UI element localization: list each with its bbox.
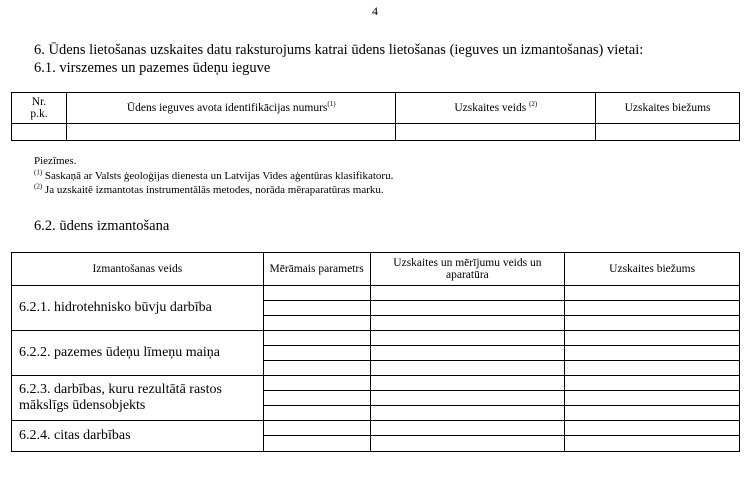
input-cell[interactable]	[263, 361, 370, 376]
input-cell[interactable]	[596, 124, 740, 141]
input-cell[interactable]	[370, 436, 565, 452]
page-number: 4	[372, 4, 378, 18]
input-cell[interactable]	[565, 421, 740, 436]
input-cell[interactable]	[263, 436, 370, 452]
header-method-equipment: Uzskaites un mērījumu veids un aparatūra	[370, 253, 565, 286]
section-6-1-title: 6.1. virszemes un pazemes ūdeņu ieguve	[34, 60, 271, 76]
input-cell[interactable]	[370, 421, 565, 436]
table-row	[12, 124, 740, 141]
water-abstraction-table	[11, 92, 740, 141]
input-cell[interactable]	[565, 286, 740, 301]
header-nr: Nr. p.k.	[12, 93, 67, 124]
input-cell[interactable]	[370, 301, 565, 316]
notes-title: Piezīmes.	[34, 155, 77, 167]
input-cell[interactable]	[66, 124, 396, 141]
input-cell[interactable]	[370, 406, 565, 421]
table-row	[12, 376, 740, 391]
input-cell[interactable]	[370, 286, 565, 301]
input-cell[interactable]	[565, 346, 740, 361]
input-cell[interactable]	[263, 406, 370, 421]
input-cell[interactable]	[263, 391, 370, 406]
header-frequency: Uzskaites biežums	[596, 93, 740, 124]
input-cell[interactable]	[565, 361, 740, 376]
section-6-title: 6. Ūdens lietošanas uzskaites datu raksturojums katrai ūdens lietošanas (ieguves un izmantošanas) vietai:	[34, 42, 644, 58]
input-cell[interactable]	[565, 316, 740, 331]
input-cell[interactable]	[370, 391, 565, 406]
input-cell[interactable]	[396, 124, 596, 141]
input-cell[interactable]	[12, 124, 67, 141]
note-2: $^{(2)}$ Ja uzskaitē izmantotas instrumentālās metodes, norāda mēraparatūras marku.	[34, 182, 384, 196]
input-cell[interactable]	[565, 436, 740, 452]
note-1: $^{(1)}$ Saskaņā ar Valsts ģeoloģijas dienesta un Latvijas Vides aģentūras klasifikatoru.	[34, 168, 394, 182]
input-cell[interactable]	[263, 301, 370, 316]
header-source-id: Ūdens ieguves avota identifikācijas numurs$^{(1)}$	[66, 93, 396, 124]
row-label-6-2-2: 6.2.2. pazemes ūdeņu līmeņu maiņa	[12, 331, 264, 376]
input-cell[interactable]	[263, 331, 370, 346]
table-row	[12, 421, 740, 436]
header-method: Uzskaites veids $^{(2)}$	[396, 93, 596, 124]
input-cell[interactable]	[263, 316, 370, 331]
input-cell[interactable]	[263, 376, 370, 391]
table-row	[12, 331, 740, 346]
row-label-6-2-4: 6.2.4. citas darbības	[12, 421, 264, 452]
input-cell[interactable]	[370, 361, 565, 376]
input-cell[interactable]	[565, 331, 740, 346]
row-label-6-2-3: 6.2.3. darbības, kuru rezultātā rastos mākslīgs ūdensobjekts	[12, 376, 264, 421]
input-cell[interactable]	[565, 391, 740, 406]
water-usage-table	[11, 252, 740, 452]
input-cell[interactable]	[565, 406, 740, 421]
header-measured-param: Mērāmais parametrs	[263, 253, 370, 286]
header-usage-type: Izmantošanas veids	[12, 253, 264, 286]
row-label-6-2-1: 6.2.1. hidrotehnisko būvju darbība	[12, 286, 264, 331]
input-cell[interactable]	[370, 346, 565, 361]
table-row	[12, 286, 740, 301]
header-usage-frequency: Uzskaites biežums	[565, 253, 740, 286]
input-cell[interactable]	[370, 331, 565, 346]
input-cell[interactable]	[263, 286, 370, 301]
input-cell[interactable]	[565, 376, 740, 391]
input-cell[interactable]	[263, 346, 370, 361]
input-cell[interactable]	[370, 316, 565, 331]
input-cell[interactable]	[370, 376, 565, 391]
section-6-2-title: 6.2. ūdens izmantošana	[34, 218, 170, 234]
input-cell[interactable]	[565, 301, 740, 316]
input-cell[interactable]	[263, 421, 370, 436]
